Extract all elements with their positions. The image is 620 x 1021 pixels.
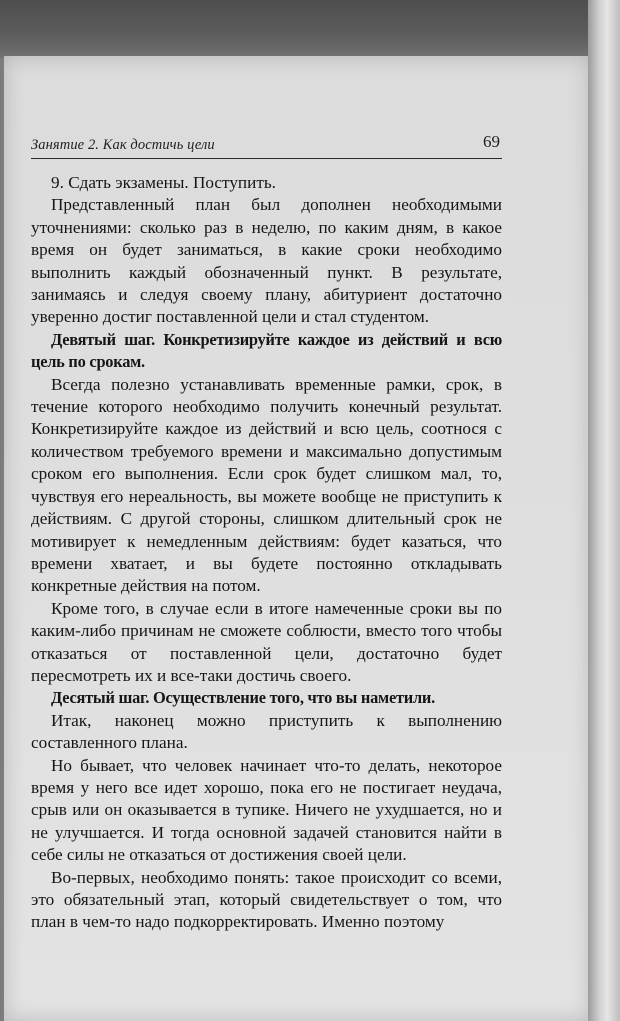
scan-top-shadow bbox=[0, 0, 620, 58]
paragraph-revise-deadlines: Кроме того, в случае если в итоге намеченные сроки вы по каким-либо причинам не сможете соблюсти, вместо того чтобы отказаться от поставленной цели, достаточно будет пересмотреть их и все-таки достичь своего. bbox=[31, 598, 502, 685]
page-header bbox=[31, 128, 502, 159]
paragraph-plan-details: Представленный план был дополнен необходимыми уточнениями: сколько раз в неделю, по каким дням, в какое время он будет заниматься, в какие сроки необходимо выполнить каждый обозначенный пункт. В результате, занимаясь и следуя своему плану, абитуриент достаточно уверенно достиг поставленной цели и стал студентом. bbox=[31, 195, 502, 327]
paragraph-first-understand: Во-первых, необходимо понять: такое происходит со всеми, это обязательный этап, который свидетельствует о том, что план в чем-то надо подкорректировать. Именно поэтому bbox=[31, 867, 502, 932]
page-number: 69 bbox=[483, 132, 500, 151]
list-item-step-9: 9. Сдать экзамены. Поступить. bbox=[51, 173, 276, 192]
page-body bbox=[31, 172, 502, 934]
page-fold-edge bbox=[588, 0, 620, 1021]
paragraph-setbacks: Но бывает, что человек начинает что-то делать, некоторое время у него все идет хорошо, пока его не постигает неудача, срыв или он оказывается в тупике. Ничего не ухудшается, но и не улучшается. И тогда основной задачей становится найти в себе силы не отказаться от достижения своей цели. bbox=[31, 755, 502, 865]
heading-step-ten: Десятый шаг. Осуществление того, что вы наметили. bbox=[51, 688, 435, 708]
paragraph-start-plan: Итак, наконец можно приступить к выполнению составленного плана. bbox=[31, 710, 502, 753]
heading-step-nine: Девятый шаг. Конкретизируйте каждое из действий и всю цель по срокам. bbox=[31, 329, 502, 372]
running-head: Занятие 2. Как достичь цели bbox=[31, 137, 215, 153]
paragraph-time-frames: Всегда полезно устанавливать временные рамки, срок, в течение которого необходимо получить конечный результат. Конкретизируйте каждое из действий и всю цель, соотнося с количеством требуемого времени и максимально допустимым сроком его выполнения. Если срок будет слишком мал, то, чувствуя его нереальность, вы можете вообще не приступить к действиям. С другой стороны, слишком длительный срок не мотивирует к немедленным действиям: будет казаться, что времени хватает, и вы будете постоянно откладывать конкретные действия на потом. bbox=[31, 374, 502, 596]
